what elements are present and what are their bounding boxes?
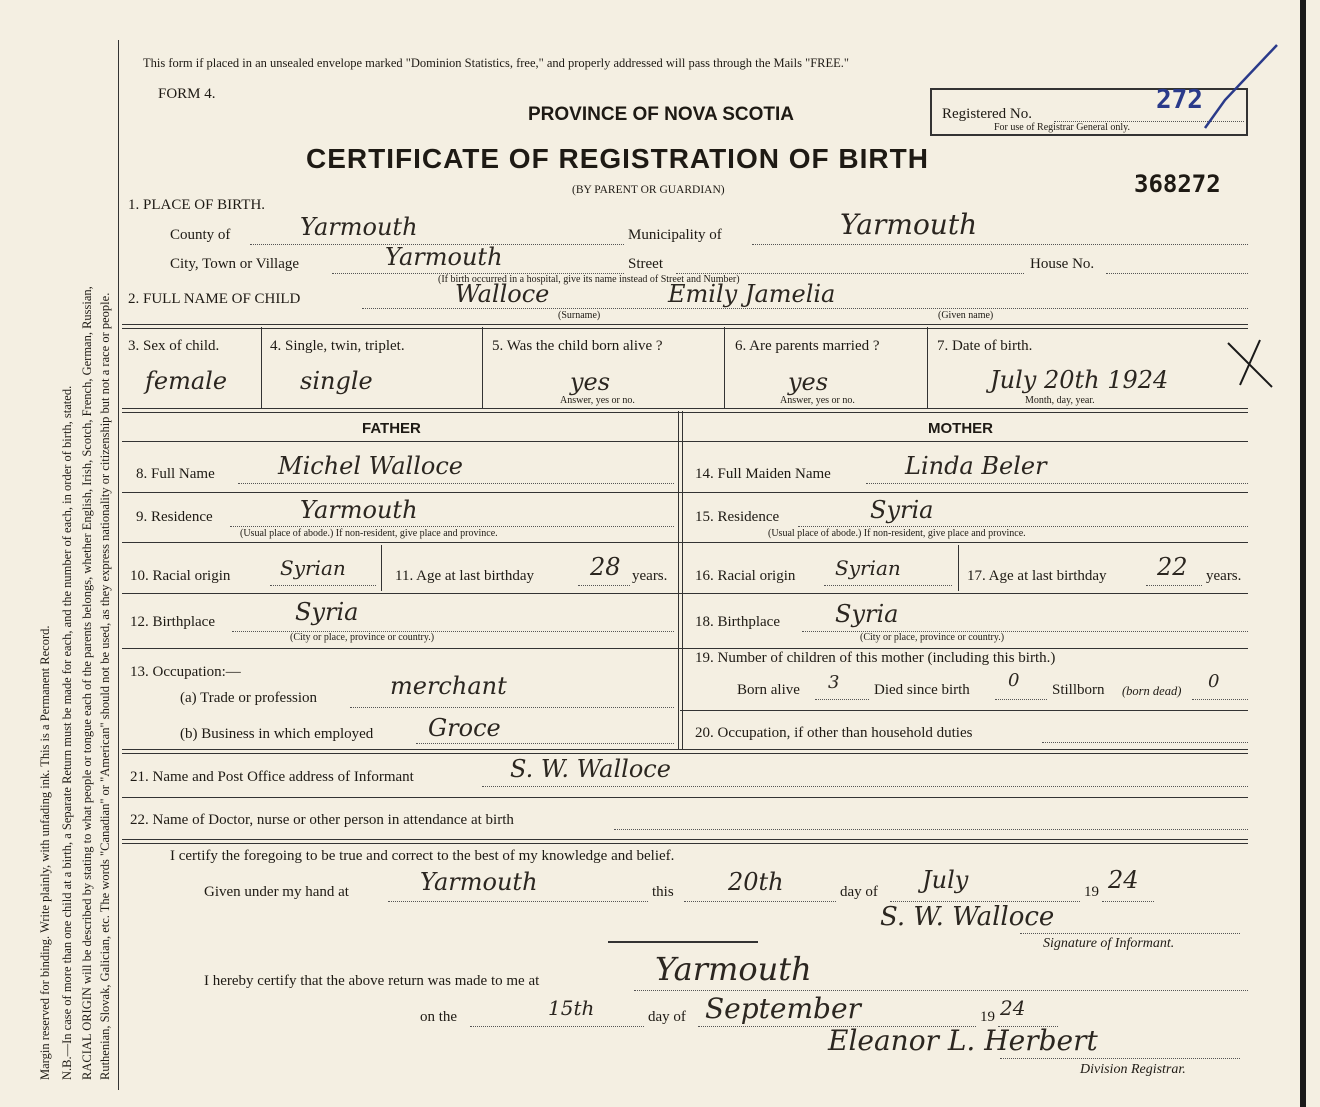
mail-note: This form if placed in an unsealed envelope marked "Dominion Statistics, free," and properly addressed will pass through the Mails "FREE." — [143, 56, 850, 70]
children-count-label: 19. Number of children of this mother (including this birth.) — [695, 650, 1056, 666]
father-occupation-label: 13. Occupation:— — [130, 664, 241, 680]
father-heading: FATHER — [362, 420, 421, 437]
born-alive-note: Answer, yes or no. — [560, 395, 635, 406]
father-residence-value: Yarmouth — [300, 496, 418, 524]
on-the-label: on the — [420, 1009, 458, 1025]
registered-label: Registered No. — [942, 106, 1032, 122]
mother-age-label: 17. Age at last birthday — [967, 568, 1107, 584]
city-value: Yarmouth — [385, 243, 503, 271]
stillborn-label: Stillborn — [1052, 682, 1105, 698]
registrar-signature: Eleanor L. Herbert — [828, 1024, 1098, 1057]
father-abode-note: (Usual place of abode.) If non-resident, give place and province. — [240, 528, 498, 539]
certificate-subtitle: (BY PARENT OR GUARDIAN) — [572, 184, 725, 196]
place-of-birth-label: 1. PLACE OF BIRTH. — [128, 197, 266, 213]
died-since-birth-value: 0 — [1008, 670, 1020, 691]
mother-residence-value: Syria — [870, 496, 934, 524]
registrar-year-prefix: 19 — [980, 1009, 995, 1025]
registrar-year-value: 24 — [1000, 996, 1026, 1020]
parents-married-question: 6. Are parents married ? — [735, 338, 880, 354]
date-note: Month, day, year. — [1025, 395, 1095, 406]
stillborn-value: 0 — [1208, 671, 1220, 692]
father-age-value: 28 — [590, 553, 621, 581]
born-alive-count-value: 3 — [828, 672, 840, 693]
mother-age-value: 22 — [1157, 553, 1188, 581]
business-value: Groce — [428, 714, 501, 742]
father-racial-value: Syrian — [280, 556, 346, 580]
signature-caption: Signature of Informant. — [1043, 936, 1175, 951]
registrar-note: For use of Registrar General only. — [994, 122, 1130, 133]
checkmark-stroke — [1195, 40, 1285, 140]
given-at-label: Given under my hand at — [204, 884, 349, 900]
trade-value: merchant — [390, 672, 507, 700]
margin-note-multiple-births: N.B.—In case of more than one child at a birth, a Separate Return must be made for each, and the number of each, in order of birth, stated. — [60, 385, 74, 1080]
registered-value: 272 — [1156, 85, 1203, 115]
parents-married-answer: yes — [788, 368, 829, 396]
municipality-value: Yarmouth — [840, 208, 978, 241]
sex-label: 3. Sex of child. — [128, 338, 220, 354]
born-alive-count-label: Born alive — [737, 682, 800, 698]
this-label: this — [652, 884, 674, 900]
hospital-note: (If birth occurred in a hospital, give its name instead of Street and Number) — [438, 274, 740, 285]
stillborn-note: (born dead) — [1122, 684, 1182, 698]
born-alive-question: 5. Was the child born alive ? — [492, 338, 663, 354]
father-birthplace-value: Syria — [295, 598, 359, 626]
margin-note-nationality: Ruthenian, Slovak, Galician, etc. The words "Canadian" or "American" should not be used, as they express nationality or citizenship but not a race or people. — [98, 292, 112, 1080]
mother-city-note: (City or place, province or country.) — [860, 632, 1005, 643]
mother-racial-label: 16. Racial origin — [695, 568, 796, 584]
father-racial-label: 10. Racial origin — [130, 568, 231, 584]
informant-value: S. W. Walloce — [510, 755, 671, 783]
doctor-label: 22. Name of Doctor, nurse or other person in attendance at birth — [130, 812, 514, 828]
mother-birthplace-value: Syria — [835, 600, 899, 628]
parents-married-note: Answer, yes or no. — [780, 395, 855, 406]
city-label: City, Town or Village — [170, 256, 300, 272]
house-number-label: House No. — [1030, 256, 1095, 272]
informant-signature: S. W. Walloce — [880, 902, 1055, 932]
plurality-value: single — [300, 367, 373, 395]
informant-label: 21. Name and Post Office address of Informant — [130, 769, 414, 785]
province-heading: PROVINCE OF NOVA SCOTIA — [528, 104, 795, 125]
street-label: Street — [628, 256, 663, 272]
child-name-label: 2. FULL NAME OF CHILD — [128, 291, 301, 307]
given-day-value: 20th — [728, 868, 784, 896]
born-alive-answer: yes — [570, 368, 611, 396]
certificate-number: 368272 — [1134, 170, 1221, 198]
county-label: County of — [170, 227, 231, 243]
father-years-label: years. — [632, 568, 668, 584]
date-of-birth-label: 7. Date of birth. — [937, 338, 1033, 354]
registrar-day-value: 15th — [548, 996, 595, 1020]
mother-residence-label: 15. Residence — [695, 509, 780, 525]
father-residence-label: 9. Residence — [136, 509, 213, 525]
child-surname-value: Walloce — [455, 280, 550, 308]
father-city-note: (City or place, province or country.) — [290, 632, 435, 643]
mother-years-label: years. — [1206, 568, 1242, 584]
registrar-day-of-label: day of — [648, 1009, 686, 1025]
sex-value: female — [145, 367, 228, 395]
form-number: FORM 4. — [158, 86, 216, 102]
date-of-birth-value: July 20th 1924 — [990, 366, 1169, 394]
died-since-birth-label: Died since birth — [874, 682, 970, 698]
mother-birthplace-label: 18. Birthplace — [695, 614, 780, 630]
given-name-note: (Given name) — [938, 310, 994, 321]
registrar-statement: I hereby certify that the above return was made to me at — [204, 973, 540, 989]
registrar-month-value: September — [705, 992, 861, 1025]
municipality-label: Municipality of — [628, 227, 722, 243]
margin-note-binding: Margin reserved for binding. Write plainly, with unfading ink. This is a Permanent Record. — [38, 625, 52, 1080]
plurality-label: 4. Single, twin, triplet. — [270, 338, 405, 354]
given-year-value: 24 — [1108, 866, 1139, 894]
father-birthplace-label: 12. Birthplace — [130, 614, 215, 630]
mother-name-value: Linda Beler — [905, 452, 1047, 480]
certification-statement: I certify the foregoing to be true and correct to the best of my knowledge and belief. — [170, 848, 675, 864]
registrar-place-value: Yarmouth — [655, 950, 812, 988]
mother-racial-value: Syrian — [835, 556, 901, 580]
registrar-caption: Division Registrar. — [1080, 1062, 1186, 1077]
trade-label: (a) Trade or profession — [180, 690, 318, 706]
year-prefix: 19 — [1084, 884, 1099, 900]
margin-note-racial-origin: RACIAL ORIGIN will be described by stating to what people or tongue each of the parents belongs, whether English, Irish, Scotch, French, German, Russian, — [80, 286, 94, 1080]
mother-abode-note: (Usual place of abode.) If non-resident, give place and province. — [768, 528, 1026, 539]
county-value: Yarmouth — [300, 213, 418, 241]
surname-note: (Surname) — [558, 310, 601, 321]
mother-occupation-label: 20. Occupation, if other than household duties — [695, 725, 973, 741]
business-label: (b) Business in which employed — [180, 726, 374, 742]
cross-mark — [1220, 335, 1280, 395]
mother-heading: MOTHER — [928, 420, 993, 437]
father-name-value: Michel Walloce — [278, 452, 463, 480]
child-given-name-value: Emily Jamelia — [668, 280, 836, 308]
given-month-value: July — [922, 866, 969, 894]
father-age-label: 11. Age at last birthday — [395, 568, 534, 584]
father-name-label: 8. Full Name — [136, 466, 215, 482]
given-at-value: Yarmouth — [420, 868, 538, 896]
day-of-label: day of — [840, 884, 878, 900]
mother-name-label: 14. Full Maiden Name — [695, 466, 831, 482]
certificate-title: CERTIFICATE OF REGISTRATION OF BIRTH — [306, 143, 929, 174]
